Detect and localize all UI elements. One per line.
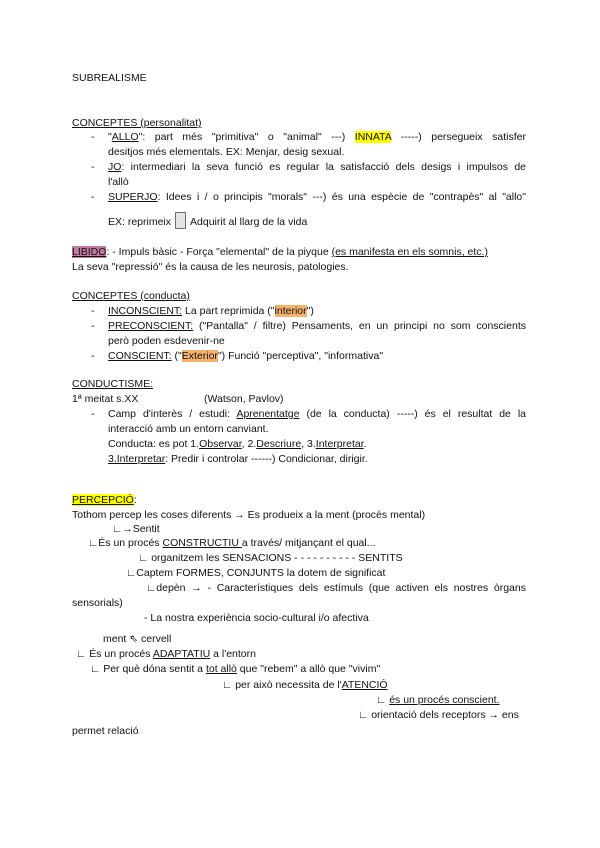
allo-desc-2: -----) persegueix satisfer [391,131,526,143]
tothom-line: Tothom percep les coses diferents → Es produeix a la ment (procés mental) [72,509,426,521]
inconscient-line [108,304,314,318]
term-descriure: Descriure [256,438,302,450]
conducta-line [108,437,367,451]
jo-desc: : intermediari la seva funció es regular la satisfacció dels desigs i impulsos de [121,161,526,173]
perque-text-2: que "rebem" a allò que "vivim" [236,663,381,675]
depen-line: ∟depèn → - Característiques dels estímuls (que activen els nostres òrgans [146,582,526,594]
libido-paren: (es manifesta en els somnis, etc.) [331,246,488,258]
interpretar-line [108,452,368,466]
conscient-open: (" [171,350,182,362]
percepcio-heading [72,493,137,507]
document-title: SUBREALISME [72,72,147,84]
term-atencio: ATENCIÓ [341,679,388,691]
ment-cervell-line [103,632,171,646]
perque-text: ∟ Per què dóna sentit a [90,663,206,675]
atencio-text: ∟ per això necessita de l' [222,679,342,691]
superjo-example [108,212,307,229]
depen-line-2: sensorials) [72,597,123,609]
section-heading-conductisme: CONDUCTISME: [72,378,154,390]
term-superjo: SUPERJO [108,191,158,203]
allo-line [108,130,526,144]
colon: : [133,494,137,506]
constructiu-line [88,536,375,550]
constructiu-text-2: a través/ mitjançant el qual... [241,537,376,549]
perque-line [90,662,380,676]
term-conscient: CONSCIENT: [108,350,172,362]
preconscient-line-2: però poden esdevenir-ne [108,335,225,347]
libido-desc: : - Impuls bàsic - Força "elemental" de la piyque [106,246,332,258]
sentit-line: ∟→Sentit [112,523,160,535]
camp-line [108,407,526,421]
libido-line-2: La seva "repressió" és la causa de les neurosis, patologies. [72,261,349,273]
term-innata: INNATA [354,131,392,143]
term-constructiu: CONSTRUCTIU [162,537,242,549]
constructiu-text: ∟És un procés [88,537,163,549]
term-interpretar: Interpretar [315,438,364,450]
term-aprenentatge: Aprenentatge [236,408,300,420]
adaptatiu-text: ∟ És un procés [76,648,153,660]
superjo-line [108,190,526,204]
example-text: EX: reprimeix [108,216,172,228]
preconscient-line [108,319,526,333]
highlight-interior: interior [274,305,307,317]
authors: (Watson, Pavlov) [204,393,284,405]
term-preconscient: PRECONSCIENT: [108,320,194,332]
sep: , 3. [301,438,316,450]
jo-line [108,160,526,174]
bullet: - [91,350,95,362]
term-tot-allo: tot allò [205,663,237,675]
adaptatiu-line [76,647,256,661]
term-3-interpretar: 3.Interpretar [108,453,166,465]
interpretar-desc: : Predir i controlar ------) Condicionar, dirigir. [165,453,368,465]
highlight-exterior: Exterior [181,350,218,362]
sep: , 2. [241,438,257,450]
term-libido: LIBIDO [72,246,107,258]
inconscient-close: ") [306,305,314,317]
term-observar: Observar [199,438,242,450]
camp-line-2: interacció amb un entorn canviant. [108,423,269,435]
libido-line [72,245,488,259]
conscient-desc: ") Funció "perceptiva", "informativa" [217,350,384,362]
arrow-icon: ⇖ [129,633,139,645]
atencio-line [222,678,388,692]
camp-text: Camp d'interès / estudi: [108,408,237,420]
bullet: - [91,320,95,332]
jo-line-2: l'allò [108,176,129,188]
section-heading-conducta: CONCEPTES (conducta) [72,290,190,302]
camp-text-2: (de la conducta) -----) és el resultat de la [299,408,527,420]
bullet: - [91,191,95,203]
example-text-2: Adquirit al llarg de la vida [190,216,308,228]
bullet: - [91,161,95,173]
organitzem-line: ∟ organitzem les SENSACIONS - - - - - - - - - - SENTITS [138,552,403,564]
superjo-desc: : Idees i / o principis "morals" ---) és una espècie de "contrapès" al "allo" [157,191,526,203]
period: . [363,438,367,450]
document-icon [175,212,186,229]
preconscient-desc: ("Pantalla" / filtre) Pensaments, en un principi no som conscients [193,320,526,332]
cervell: cervell [138,633,172,645]
term-inconscient: INCONSCIENT: [108,305,183,317]
term-adaptatiu: ADAPTATIU [152,648,211,660]
term-percepcio: PERCEPCIÓ [72,494,134,506]
term-allo: ALLO [111,131,139,143]
conducta-text: Conducta: es pot 1. [108,438,200,450]
allo-line-2: desitjos més elementals. EX: Menjar, desig sexual. [108,146,345,158]
bullet: - [91,305,95,317]
corner: ∟ [376,694,390,706]
captem-line: ∟Captem FORMES, CONJUNTS la dotem de significat [126,567,386,579]
term-proces-conscient: és un procés conscient. [389,694,500,706]
allo-desc: ": part més "primitiva" o "animal" ---) [138,131,355,143]
term-jo: JO [108,161,122,173]
bullet: - [91,131,95,143]
adaptatiu-text-2: a l'entorn [210,648,256,660]
conscient-process-line [376,693,500,707]
bullet: - [91,408,95,420]
inconscient-desc: La part reprimida (" [182,305,275,317]
conscient-line [108,349,383,363]
orientacio-line: ∟ orientació dels receptors → ens [358,709,519,721]
quote: " [108,131,112,143]
ment: ment [103,633,130,645]
meitat-line: 1ª meitat s.XX [72,393,139,405]
section-heading-personalitat: CONCEPTES (personalitat) [72,117,202,129]
experiencia-line: - La nostra experiència socio-cultural i/o afectiva [144,612,369,624]
relacio-line: permet relació [72,725,139,737]
